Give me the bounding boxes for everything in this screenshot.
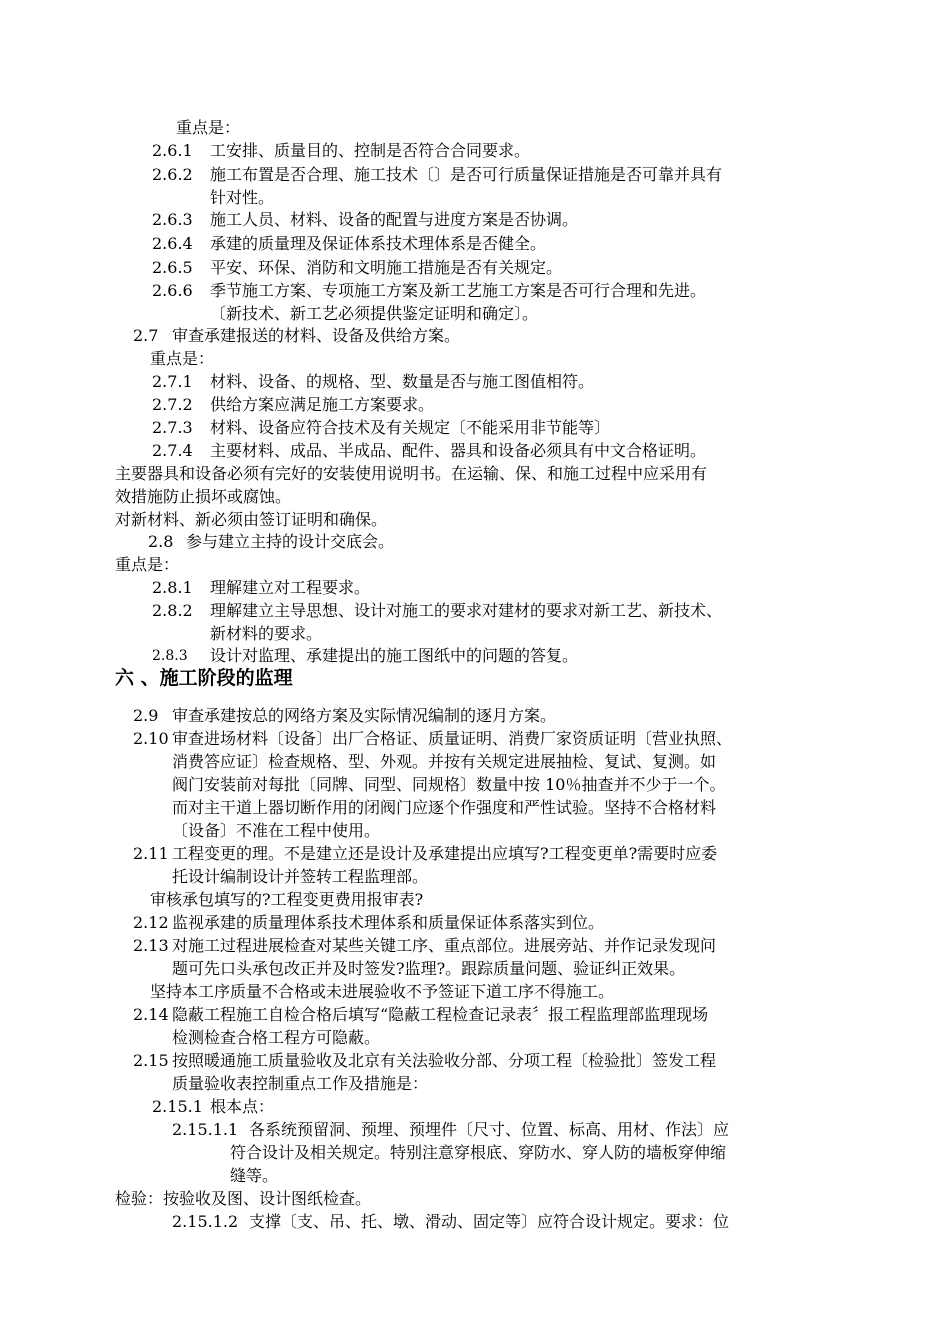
text-line: 阀门安装前对每批〔同牌、同型、同规格〕数量中按 10％抽查并不少于一个。 [172,775,726,794]
clause-number: 2.6.1 [152,141,193,160]
clause-text: 理解建立主导思想、设计对施工的要求对建材的要求对新工艺、新技术、 [210,601,723,620]
clause-number: 2.7.4 [152,441,193,460]
clause-number: 2.8 [148,532,174,551]
clause-text: 参与建立主持的设计交底会。 [186,532,395,551]
clause-number: 2.10 [133,729,169,748]
clause-number: 2.7.1 [152,372,193,391]
clause-text: 平安、环保、消防和文明施工措施是否有关规定。 [210,258,563,277]
section-heading: 六 、施工阶段的监理 [115,667,293,689]
clause-text: 各系统预留洞、预埋、预埋件〔尺寸、位置、标高、用材、作法〕应 [249,1120,730,1139]
clause-number: 2.8.2 [152,601,193,620]
text-line: 重点是： [150,349,215,368]
clause-number: 2.6.2 [152,165,193,184]
clause-number: 2.6.3 [152,210,193,229]
clause-text: 对施工过程进展检查对某些关键工序、重点部位。进展旁站、并作记录发现问 [172,936,717,955]
clause-number: 2.9 [133,706,159,725]
clause-number: 2.15.1.2 [172,1212,239,1231]
clause-text: 按照暖通施工质量验收及北京有关法验收分部、分项工程〔检验批〕签发工程 [172,1051,717,1070]
clause-text: 承建的质量理及保证体系技术理体系是否健全。 [210,234,547,253]
clause-number: 2.11 [133,844,169,863]
clause-text: 主要材料、成品、半成品、配件、器具和设备必须具有中文合格证明。 [210,441,707,460]
clause-text: 工安排、质量目的、控制是否符合合同要求。 [210,141,531,160]
text-line: 审核承包填写的?工程变更费用报审表? [150,890,424,909]
text-line: 新材料的要求。 [210,624,323,643]
clause-text: 施工人员、材料、设备的配置与进度方案是否协调。 [210,210,579,229]
text-line: 检测检查合格工程方可隐蔽。 [172,1028,381,1047]
text-line: 〔设备〕不准在工程中使用。 [172,821,381,840]
clause-number: 2.15.1 [152,1097,203,1116]
clause-text: 供给方案应满足施工方案要求。 [210,395,435,414]
clause-number: 2.14 [133,1005,169,1024]
text-line: 坚持本工序质量不合格或未进展验收不予签证下道工序不得施工。 [150,982,615,1001]
clause-text: 理解建立对工程要求。 [210,578,371,597]
clause-text: 施工布置是否合理、施工技术〔〕是否可行质量保证措施是否可靠并具有 [210,165,723,184]
clause-number: 2.8.3 [152,648,188,664]
clause-text: 材料、设备、的规格、型、数量是否与施工图值相符。 [210,372,595,391]
clause-number: 2.6.5 [152,258,193,277]
text-line: 重点是： [115,555,180,574]
clause-number: 2.15 [133,1051,169,1070]
text-line: 消费答应证〕检查规格、型、外观。并按有关规定进展抽检、复试、复测。如 [172,752,717,771]
clause-text: 监视承建的质量理体系技术理体系和质量保证体系落实到位。 [172,913,605,932]
clause-number: 2.7.2 [152,395,193,414]
clause-text: 支撑〔支、吊、托、墩、滑动、固定等〕应符合设计规定。要求：位 [249,1212,730,1231]
text-line: 主要器具和设备必须有完好的安装使用说明书。在运输、保、和施工过程中应采用有 [115,464,708,483]
clause-text: 隐蔽工程施工自检合格后填写“隐蔽工程检查记录表〞报工程监理部监理现场 [172,1005,709,1024]
text-line: 针对性。 [210,188,275,207]
clause-number: 2.7 [133,326,159,345]
text-line: 托设计编制设计并签转工程监理部。 [172,867,429,886]
text-line: 对新材料、新必须由签订证明和确保。 [115,510,388,529]
text-line: 质量验收表控制重点工作及措施是： [172,1074,429,1093]
text-line: 〔新技术、新工艺必须提供鉴定证明和确定〕。 [210,304,539,323]
text-line: 题可先口头承包改正并及时签发?监理?。跟踪质量问题、验证纠正效果。 [172,959,686,978]
text-line: 检验：按验收及图、设计图纸检查。 [115,1189,372,1208]
clause-text: 审查进场材料〔设备〕出厂合格证、质量证明、消费厂家资质证明〔营业执照、 [172,729,733,748]
clause-text: 审查承建报送的材料、设备及供给方案。 [172,326,461,345]
text-line: 缝等。 [230,1166,279,1185]
text-line: 而对主干道上器切断作用的闭阀门应逐个作强度和严性试验。坚持不合格材料 [172,798,717,817]
clause-text: 工程变更的理。不是建立还是设计及承建提出应填写?工程变更单?需要时应委 [172,844,718,863]
clause-text: 材料、设备应符合技术及有关规定〔不能采用非节能等〕 [210,418,611,437]
clause-text: 审查承建按总的网络方案及实际情况编制的逐月方案。 [172,706,557,725]
clause-number: 2.8.1 [152,578,193,597]
text-line: 效措施防止损坏或腐蚀。 [115,487,292,506]
text-line: 重点是： [176,118,241,137]
clause-number: 2.7.3 [152,418,193,437]
clause-text: 设计对监理、承建提出的施工图纸中的问题的答复。 [210,646,579,665]
clause-text: 根本点： [210,1097,275,1116]
text-line: 符合设计及相关规定。特别注意穿根底、穿防水、穿人防的墙板穿伸缩 [230,1143,727,1162]
clause-number: 2.12 [133,913,169,932]
clause-text: 季节施工方案、专项施工方案及新工艺施工方案是否可行合理和先进。 [210,281,707,300]
clause-number: 2.6.4 [152,234,193,253]
clause-number: 2.6.6 [152,281,193,300]
clause-number: 2.13 [133,936,169,955]
clause-number: 2.15.1.1 [172,1120,239,1139]
